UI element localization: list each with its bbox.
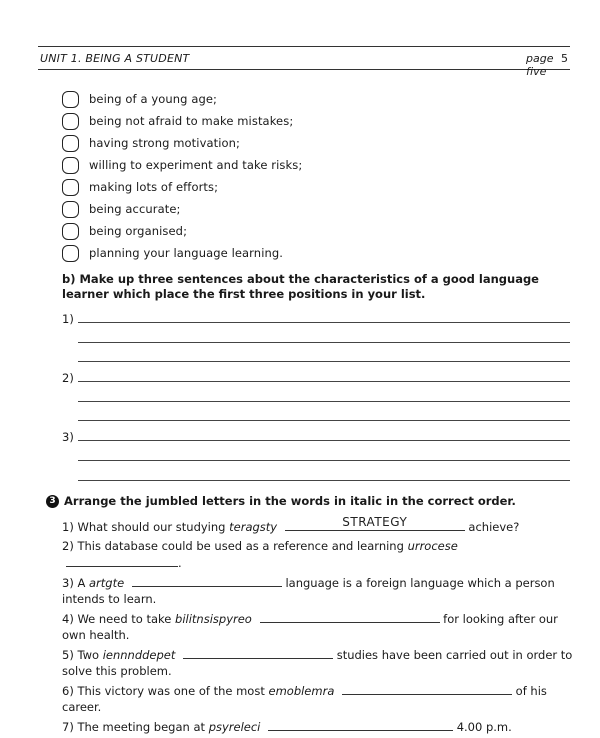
item-text: 4) We need to take (62, 612, 176, 626)
exercise-3-instruction: Arrange the jumbled letters in the words in italic in the correct order. (64, 494, 516, 508)
jumbled-word: teragsty (229, 520, 278, 534)
answer-line[interactable] (78, 342, 570, 343)
jumbled-word: bilitnsispyreo (175, 612, 252, 626)
item-text: 1) What should our studying (62, 520, 230, 534)
sentence-label: 1) (62, 312, 74, 326)
page-header (38, 46, 570, 78)
exercise-item (62, 682, 574, 715)
page-number: 5 (561, 52, 568, 65)
item-text: 2) This database could be used as a reference and learning (62, 539, 408, 553)
checklist-item (62, 220, 302, 242)
checklist-item (62, 110, 302, 132)
jumbled-word: psyreleci (208, 720, 261, 734)
item-text: 4.00 p.m. (453, 720, 512, 734)
checkbox[interactable] (62, 113, 79, 130)
item-text: for looking after our own health. (62, 612, 558, 642)
item-text: achieve? (464, 520, 520, 534)
answer-line[interactable] (78, 322, 570, 323)
answer-blank[interactable] (260, 610, 440, 623)
checklist-item-text: willing to experiment and take risks; (89, 158, 303, 172)
checklist (62, 88, 302, 264)
checklist-item (62, 132, 302, 154)
exercise-item (62, 646, 574, 679)
checklist-item (62, 198, 302, 220)
checkbox[interactable] (62, 223, 79, 240)
answer-blank[interactable] (183, 646, 333, 659)
checklist-item-text: being of a young age; (89, 92, 218, 106)
answer-line[interactable] (78, 420, 570, 421)
item-text: 5) Two (62, 648, 103, 662)
answer-line[interactable] (78, 381, 570, 382)
jumbled-word: emoblemra (268, 684, 335, 698)
jumbled-word: artgte (88, 576, 125, 590)
sentence-label: 2) (62, 371, 74, 385)
answer-line[interactable] (78, 401, 570, 402)
answer-line[interactable] (78, 440, 570, 441)
exercise-item (62, 515, 574, 535)
checkbox[interactable] (62, 179, 79, 196)
checklist-item-text: being accurate; (89, 202, 181, 216)
checkbox[interactable] (62, 157, 79, 174)
checkbox[interactable] (62, 245, 79, 262)
exercise-3-heading (46, 494, 516, 508)
exercise-item (62, 574, 574, 607)
checklist-item (62, 88, 302, 110)
checkbox[interactable] (62, 201, 79, 218)
exercise-item (62, 718, 574, 735)
item-text: of his career. (62, 684, 547, 714)
checkbox[interactable] (62, 135, 79, 152)
item-text: . (178, 556, 182, 570)
answer-blank[interactable] (285, 515, 465, 531)
item-text: 3) A (62, 576, 89, 590)
exercise-item (62, 610, 574, 643)
handwritten-answer: STRATEGY (342, 515, 408, 529)
answer-blank[interactable] (342, 682, 512, 695)
checklist-item (62, 154, 302, 176)
task-b-instruction: b) Make up three sentences about the characteristics of a good language learner which place the first three positions in your list. (62, 272, 539, 301)
exercise-item (62, 538, 574, 571)
answer-line[interactable] (78, 480, 570, 481)
answer-blank[interactable] (132, 574, 282, 587)
answer-line[interactable] (78, 361, 570, 362)
item-text: language is a foreign language which a person intends to learn. (62, 576, 555, 606)
jumbled-word: urrocese (407, 539, 458, 553)
checklist-item (62, 242, 302, 264)
checklist-item (62, 176, 302, 198)
item-text: 6) This victory was one of the most (62, 684, 269, 698)
checklist-item-text: being not afraid to make mistakes; (89, 114, 294, 128)
exercise-number-badge: 3 (46, 495, 59, 508)
checklist-item-text: making lots of efforts; (89, 180, 219, 194)
item-text: 7) The meeting began at (62, 720, 209, 734)
checklist-item-text: planning your language learning. (89, 246, 284, 260)
answer-blank[interactable] (268, 718, 453, 731)
checkbox[interactable] (62, 91, 79, 108)
exercise-3-items (62, 515, 574, 738)
sentence-label: 3) (62, 430, 74, 444)
item-text: studies have been carried out in order to solve this problem. (62, 648, 573, 678)
answer-line[interactable] (78, 460, 570, 461)
checklist-item-text: being organised; (89, 224, 188, 238)
checklist-item-text: having strong motivation; (89, 136, 241, 150)
answer-blank[interactable] (66, 554, 178, 567)
unit-title: UNIT 1. BEING A STUDENT (40, 52, 190, 65)
page-label: page five (526, 52, 554, 78)
jumbled-word: iennnddepet (102, 648, 176, 662)
